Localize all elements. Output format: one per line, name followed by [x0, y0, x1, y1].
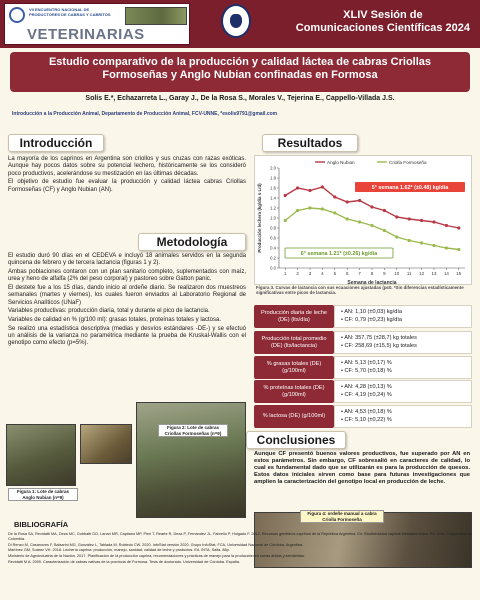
x-tick-label: 13 [431, 271, 437, 276]
data-point [296, 209, 299, 212]
data-point [333, 195, 336, 198]
x-tick-label: 8 [370, 271, 374, 276]
data-point [321, 207, 324, 210]
lactation-chart-svg [255, 156, 473, 286]
value-anglo-nubian: • AN: 5,13 (±0,17) % [341, 360, 392, 366]
data-point [408, 217, 411, 220]
annotation-peak-cf: 6° semana 1.21* (±0.26) kg/día [300, 251, 378, 257]
header-banner-left [4, 3, 190, 45]
y-tick-label: 0.4 [270, 245, 276, 251]
results-table-row [254, 356, 472, 379]
data-point [308, 206, 311, 209]
results-row-values [334, 405, 472, 428]
results-table-row [254, 331, 472, 354]
annotation-peak-an: 5° semana 1.62* (±0.48) kg/día [371, 185, 449, 191]
data-point [321, 185, 324, 188]
data-point [395, 235, 398, 238]
data-point [420, 241, 423, 244]
figure-1-caption: Figura 1: Lote de cabras Anglo Nubian (n=9) [8, 488, 78, 501]
figure-3-caption: Figura 3. Curvas de lactancia con sus ecuaciones ajustadas (p≤0. *Sin diferencias estadísticamente significativas entre picos de lactancia. [256, 285, 464, 296]
results-row-values [334, 380, 472, 403]
x-tick-label: 11 [406, 271, 412, 276]
data-point [284, 219, 287, 222]
bibliography-item: De la Rosa SA, Revidatti MA, Deza MC, Gobbatti DO, Lanari MR, Capitano MP, Pieri T, Rearte R, Deza P, Fernández JL, Fabrello P, Holgado F. 2012. Recursos genéticos caprinos de la República Argentina. En: Biodiversidad caprina iberoamericana. Ed. Univ. Cooperativa de Colombia. [8, 532, 472, 542]
y-tick-label: 0.2 [270, 255, 276, 261]
results-row-label: Producción diaria de leche (DE) (lts/día) [254, 305, 334, 328]
bibliography-item: Martínez GM, Suárez VH. 2018. Lechería caprina: producción, manejo, sanidad, calidad de leche y productos. Ed. INTA, Salta. 88p. [8, 548, 230, 553]
y-tick-label: 1.6 [270, 185, 276, 191]
y-tick-label: 2.0 [270, 165, 276, 171]
session-title [296, 9, 470, 35]
results-table-row [254, 305, 472, 328]
results-table-row [254, 380, 472, 403]
method-paragraph-6: Se realizó una estadística descriptiva (medias y desvíos estándares -DE-) y se efectuó un análisis de la varianza no paramétrica mediante la prueba de Kruskal-Wallis con el genotipo como efecto (p=5%). [8, 325, 246, 347]
value-criolla-formosena: • CF: 5,10 (±0,22) % [341, 417, 392, 423]
y-tick-label: 0.6 [270, 235, 276, 241]
legend-label: Anglo Nubian [327, 160, 355, 165]
series-line [285, 208, 459, 250]
data-point [358, 220, 361, 223]
data-point [370, 224, 373, 227]
value-criolla-formosena: • CF: 0,79 (±0,23) kg/día [341, 317, 402, 323]
x-tick-label: 5 [333, 271, 337, 276]
conclusions-heading: Conclusiones [246, 431, 346, 449]
y-tick-label: 1.8 [270, 175, 276, 181]
session-line-1: XLIV Sesión de [343, 9, 423, 21]
value-anglo-nubian: • AN: 357,75 (±28,7) kg totales [341, 335, 417, 341]
faculty-logo-icon [9, 7, 25, 23]
x-tick-label: 1 [283, 271, 287, 276]
x-tick-label: 2 [296, 271, 299, 276]
title-line-1: Estudio comparativo de la producción y calidad láctea de cabras Criollas [48, 56, 432, 68]
goat-photo-2 [136, 402, 246, 518]
x-tick-label: 7 [358, 271, 361, 276]
session-line-2: Comunicaciones Científicas 2024 [295, 22, 470, 34]
y-tick-label: 1.4 [270, 195, 276, 201]
data-point [457, 248, 460, 251]
data-point [333, 211, 336, 214]
y-tick-label: 0.8 [270, 225, 276, 231]
method-paragraph-1: El estudio duró 90 días en el CEDEVA e incluyó 18 animales servidos en la segunda quincena de febrero y de tercera lactancia (figuras 1 y 2). [8, 253, 246, 267]
results-row-values [334, 356, 472, 379]
header-goat-photo [125, 7, 187, 25]
value-anglo-nubian: • AN: 1,10 (±0,03) kg/día [341, 309, 402, 315]
goat-photo-1 [6, 424, 76, 486]
bibliography-item: Di Renzo M, Casanoves F, Balzarini MG, González L, Tablada M, Robledo CW. 2020. InfoStat versión 2020. Grupo InfoStat, FCA, Universidad Nacional de Córdoba, Argentina. [8, 542, 304, 547]
x-tick-label: 15 [456, 271, 462, 276]
data-point [408, 239, 411, 242]
data-point [420, 219, 423, 222]
results-row-label: % grasas totales (DE) (g/100ml) [254, 356, 334, 379]
x-tick-label: 3 [308, 271, 312, 276]
data-point [370, 205, 373, 208]
bibliography-item: Ministerio de Agroindustria de la Nación. 2017. Planificación de la producción caprina, recomendaciones y prácticas de manejo para la producción en zonas áridas y semiáridas. [8, 553, 305, 558]
data-point [308, 189, 311, 192]
data-point [457, 226, 460, 229]
y-tick-label: 1.2 [270, 205, 276, 211]
data-point [445, 224, 448, 227]
poster-title [10, 52, 470, 92]
bibliography-item: Revidatti M A. 2009. Caracterización de cabras nativas de la provincia de Formosa. Tesis de doctorado. Universidad de Córdoba. España. [8, 559, 241, 564]
data-point [284, 194, 287, 197]
x-tick-label: 4 [321, 271, 324, 276]
method-text [8, 253, 246, 349]
lactation-chart [254, 155, 472, 285]
header-institution: VII ENCUENTRO NACIONAL DE PRODUCTORES DE CABRAS Y CABRITOS [29, 7, 111, 17]
x-tick-label: 12 [419, 271, 425, 276]
data-point [432, 220, 435, 223]
header-vet-text: VETERINARIAS [27, 26, 145, 43]
intro-text [8, 156, 246, 195]
goat-photo-1b [80, 424, 132, 464]
method-heading: Metodología [138, 233, 246, 251]
university-seal-icon [221, 4, 251, 38]
value-anglo-nubian: • AN: 4,53 (±0,18) % [341, 409, 392, 415]
value-criolla-formosena: • CF: 4,19 (±0,24) % [341, 392, 392, 398]
y-axis-label: Producción lechera (kg/día o L/d) [257, 183, 262, 253]
title-line-2: Formoseñas y Anglo Nubian confinadas en Formosa [102, 69, 378, 81]
legend-label: Criolla Formoseña [389, 160, 427, 165]
results-table-row [254, 405, 472, 428]
figure-4-caption: Figura 4: ordeñe manual a cabra Criolla Formoseña [300, 510, 384, 523]
data-point [346, 200, 349, 203]
bibliography-list [8, 532, 472, 565]
conclusions-text: Aunque CF presentó buenos valores productivos, fue superado por AN en estos parámetros. Sin embargo, CF sobresalió en caracteres de calidad, lo cual es fundamental dado que se utilizarán es para la producción de quesos. Estos datos iniciales sirven como base para futuras investigaciones que amplíen la caracterización del genotipo local en producción de leche. [254, 451, 470, 485]
results-row-values [334, 331, 472, 354]
method-paragraph-2: Ambas poblaciones contaron con un plan sanitario completo, suplementados con maíz, urea y heno de alfalfa (2% del peso corporal) y pastoreo sobre Gatton panic. [8, 269, 246, 283]
method-paragraph-5: Variables de calidad en % (g/100 ml): grasas totales, proteínas totales y lactosa. [8, 317, 222, 323]
data-point [358, 199, 361, 202]
x-axis-label: Semana de lactancia [347, 280, 397, 286]
figure-2-caption: Figura 2: Lote de cabras Criollas Formoseñas (n=9) [158, 424, 228, 437]
intro-paragraph-2: El objetivo de estudio fue evaluar la producción y calidad láctea cabras Criollas Formoseñas (CF) y Anglo Nubian (AN). [8, 179, 246, 193]
affiliation: Introducción a la Producción Animal, Departamento de Producción Animal, FCV-UNNE, *esolis9791@gmail.com [12, 111, 278, 117]
data-point [296, 186, 299, 189]
intro-paragraph-1: La mayoría de los caprinos en Argentina son criollos y sus cruzas con razas exóticas. Aunque hay pocos datos sobre su potencial lechero, históricamente se los consideró poco productivos, acelerándose su mestización en las últimas décadas. [8, 156, 246, 177]
value-criolla-formosena: • CF: 258,69 (±15,5) kg totales [341, 343, 417, 349]
results-row-label: % proteínas totales (DE) (g/100ml) [254, 380, 334, 403]
bibliography-heading: BIBLIOGRAFÍA [14, 520, 69, 529]
x-tick-label: 14 [443, 271, 449, 276]
y-tick-label: 1.0 [270, 215, 276, 221]
data-point [383, 209, 386, 212]
x-tick-label: 10 [394, 271, 400, 276]
data-point [445, 246, 448, 249]
data-point [383, 229, 386, 232]
poster-header [0, 0, 480, 48]
x-tick-label: 6 [345, 271, 349, 276]
method-paragraph-4: Variables productivas: producción diaria, total y durante el pico de lactancia. [8, 308, 210, 315]
results-row-label: Producción total promedio (DE) (lts/lactancia) [254, 331, 334, 354]
data-point [395, 215, 398, 218]
authors: Solís E.*, Echazarreta L., Garay J., De la Rosa S., Morales V., Tejerina E., Cappello-Villada J.S. [85, 95, 395, 102]
data-point [346, 217, 349, 220]
results-row-label: % lactosa (DE) (g/100ml) [254, 405, 334, 428]
results-heading: Resultados [262, 134, 358, 152]
y-tick-label: 0.0 [270, 265, 276, 271]
value-criolla-formosena: • CF: 5,70 (±0,18) % [341, 368, 392, 374]
data-point [432, 244, 435, 247]
value-anglo-nubian: • AN: 4,28 (±0,13) % [341, 384, 392, 390]
method-paragraph-3: El destete fue a los 15 días, dando inicio al ordeñe diario. Se realizaron dos muestreos semanales (martes y viernes), los cuales fueron enviados al Laboratorio Regional de Servicios Analíticos (UNaF) [8, 285, 246, 306]
intro-heading: Introducción [8, 134, 104, 152]
results-row-values [334, 305, 472, 328]
x-tick-label: 9 [383, 271, 386, 276]
